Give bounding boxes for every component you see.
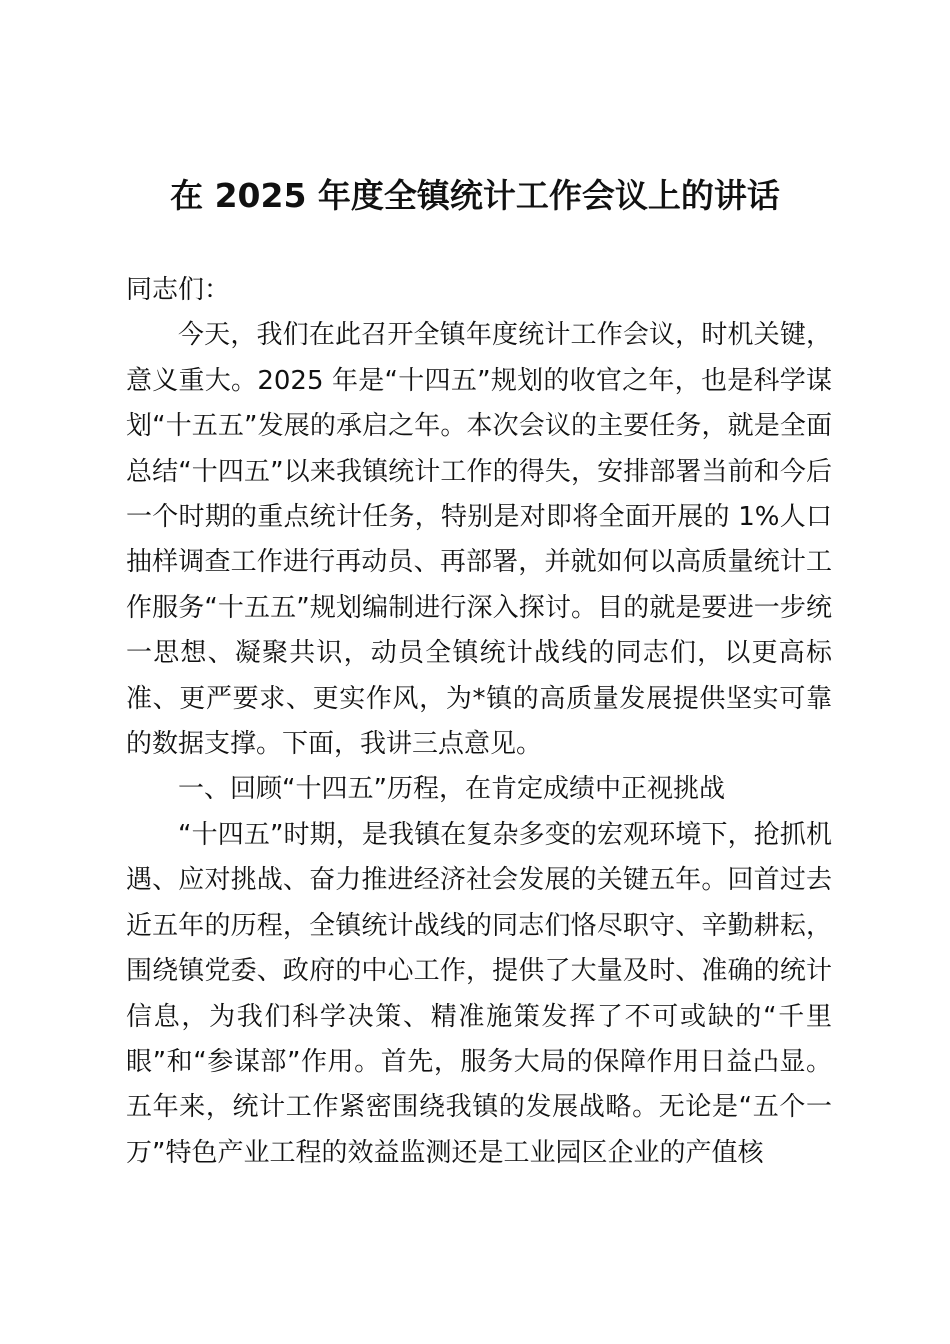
body-paragraph: 今天，我们在此召开全镇年度统计工作会议，时机关键，意义重大。2025 年是“十四五”规划的收官之年，也是科学谋划“十五五”发展的承启之年。本次会议的主要任务，就是全面总结“十四五”以来我镇统计工作的得失，安排部署当前和今后一个时期的重点统计任务，特别是对即将全面开展的 1%人口抽样调查工作进行再动员、再部署，并就如何以高质量统计工作服务“十五五”规划编制进行深入探讨。目的就是要进一步统一思想、凝聚共识，动员全镇统计战线的同志们，以更高标准、更严要求、更实作风，为*镇的高质量发展提供坚实可靠的数据支撑。下面，我讲三点意见。 — [126, 320, 832, 760]
document-body — [126, 268, 832, 1176]
body-paragraph: “十四五”时期，是我镇在复杂多变的宏观环境下，抢抓机遇、应对挑战、奋力推进经济社会发展的关键五年。回首过去近五年的历程，全镇统计战线的同志们恪尽职守、辛勤耕耘，围绕镇党委、政府的中心工作，提供了大量及时、准确的统计信息，为我们科学决策、精准施策发挥了不可或缺的“千里眼”和“参谋部”作用。首先，服务大局的保障作用日益凸显。五年来，统计工作紧密围绕我镇的发展战略。无论是“五个一万”特色产业工程的效益监测还是工业园区企业的产值核 — [126, 819, 832, 1168]
section-heading: 一、回顾“十四五”历程，在肯定成绩中正视挑战 — [178, 774, 725, 805]
salutation: 同志们： — [126, 275, 231, 305]
document-title: 在 2025 年度全镇统计工作会议上的讲话 — [170, 176, 780, 215]
